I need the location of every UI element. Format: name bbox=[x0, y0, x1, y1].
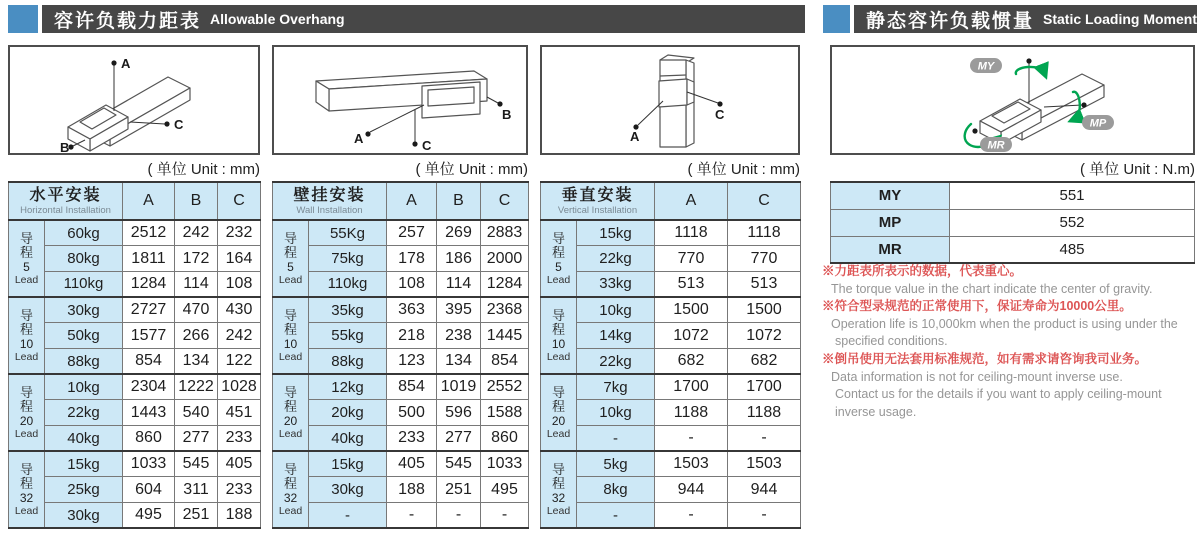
value-cell: 122 bbox=[218, 348, 261, 374]
column-header: A bbox=[123, 182, 175, 220]
moment-label: MR bbox=[831, 236, 950, 263]
table-row bbox=[9, 271, 261, 297]
table-row bbox=[541, 374, 801, 400]
value-cell: 1188 bbox=[728, 400, 801, 426]
column-header: B bbox=[175, 182, 218, 220]
value-cell: 2727 bbox=[123, 297, 175, 323]
table-title-en: Horizontal Installation bbox=[20, 204, 111, 216]
lead-label: 导 程 20 Lead bbox=[273, 374, 309, 451]
table-row bbox=[541, 503, 801, 529]
value-cell: 2552 bbox=[481, 374, 529, 400]
value-cell: 2512 bbox=[123, 220, 175, 246]
value-cell: 188 bbox=[387, 477, 437, 503]
value-cell: 854 bbox=[123, 348, 175, 374]
weight-cell: 88kg bbox=[309, 348, 387, 374]
table-header-row bbox=[541, 182, 801, 220]
value-cell: - bbox=[655, 426, 728, 452]
value-cell: 1588 bbox=[481, 400, 529, 426]
table-row bbox=[541, 348, 801, 374]
value-cell: 108 bbox=[387, 271, 437, 297]
lead-label: 导 程 32 Lead bbox=[9, 451, 45, 528]
weight-cell: 88kg bbox=[45, 348, 123, 374]
label-a: A bbox=[121, 56, 131, 71]
value-cell: 134 bbox=[437, 348, 481, 374]
lead-label: 导 程 10 Lead bbox=[541, 297, 577, 374]
table-row bbox=[9, 323, 261, 349]
table-title-zh: 垂直安装 bbox=[561, 186, 634, 204]
value-cell: 1503 bbox=[655, 451, 728, 477]
table-row bbox=[273, 426, 529, 452]
table-row bbox=[273, 323, 529, 349]
value-cell: 108 bbox=[218, 271, 261, 297]
horizontal-diagram-box bbox=[8, 45, 260, 155]
value-cell: - bbox=[655, 503, 728, 529]
section-title-en: Static Loading Moment bbox=[1043, 11, 1197, 27]
wall-installation-table bbox=[272, 181, 529, 529]
value-cell: 770 bbox=[728, 246, 801, 272]
note-zh: ※倒吊使用无法套用标准规范，如有需求请咨询我司业务。 bbox=[822, 351, 1148, 366]
value-cell: 134 bbox=[175, 348, 218, 374]
table-row bbox=[9, 220, 261, 246]
moment-table bbox=[830, 181, 1195, 264]
table-row bbox=[541, 323, 801, 349]
value-cell: 233 bbox=[218, 426, 261, 452]
value-cell: 495 bbox=[481, 477, 529, 503]
table-row bbox=[9, 426, 261, 452]
weight-cell: 22kg bbox=[577, 246, 655, 272]
horizontal-installation-table bbox=[8, 181, 261, 529]
value-cell: 545 bbox=[437, 451, 481, 477]
weight-cell: - bbox=[309, 503, 387, 529]
table-row bbox=[831, 209, 1195, 236]
note-en: Operation life is 10,000km when the product is using under the bbox=[831, 316, 1178, 331]
weight-cell: 25kg bbox=[45, 477, 123, 503]
vertical-table-host bbox=[540, 181, 801, 529]
value-cell: 1072 bbox=[655, 323, 728, 349]
table-row bbox=[9, 477, 261, 503]
table-row bbox=[273, 348, 529, 374]
value-cell: 114 bbox=[437, 271, 481, 297]
value-cell: 311 bbox=[175, 477, 218, 503]
table-row bbox=[9, 400, 261, 426]
value-cell: - bbox=[387, 503, 437, 529]
horizontal-installation-diagram bbox=[10, 47, 258, 153]
weight-cell: 14kg bbox=[577, 323, 655, 349]
value-cell: 2000 bbox=[481, 246, 529, 272]
weight-cell: 40kg bbox=[309, 426, 387, 452]
value-cell: 269 bbox=[437, 220, 481, 246]
value-cell: 1188 bbox=[655, 400, 728, 426]
value-cell: 500 bbox=[387, 400, 437, 426]
wall-installation-diagram bbox=[274, 47, 526, 153]
value-cell: 1222 bbox=[175, 374, 218, 400]
value-cell: 251 bbox=[437, 477, 481, 503]
table-row bbox=[273, 451, 529, 477]
static-loading-moment-diagram bbox=[832, 47, 1193, 153]
unit-label-mm: ( 单位 Unit : mm) bbox=[147, 161, 260, 178]
weight-cell: 15kg bbox=[577, 220, 655, 246]
value-cell: 233 bbox=[218, 477, 261, 503]
table-row bbox=[273, 220, 529, 246]
label-c: C bbox=[422, 138, 432, 153]
value-cell: 854 bbox=[387, 374, 437, 400]
value-cell: 218 bbox=[387, 323, 437, 349]
note-zh: ※符合型录规范的正常使用下，保证寿命为10000公里。 bbox=[822, 299, 1132, 314]
value-cell: 495 bbox=[123, 503, 175, 529]
horizontal-table-host bbox=[8, 181, 261, 529]
value-cell: 1700 bbox=[728, 374, 801, 400]
weight-cell: 80kg bbox=[45, 246, 123, 272]
table-row bbox=[541, 400, 801, 426]
value-cell: 604 bbox=[123, 477, 175, 503]
unit-label-mm: ( 单位 Unit : mm) bbox=[687, 161, 800, 178]
table-title-zh: 水平安装 bbox=[29, 186, 102, 204]
value-cell: 944 bbox=[655, 477, 728, 503]
value-cell: 1019 bbox=[437, 374, 481, 400]
unit-label-mm: ( 单位 Unit : mm) bbox=[415, 161, 528, 178]
note-en: inverse usage. bbox=[835, 404, 917, 419]
value-cell: - bbox=[728, 503, 801, 529]
value-cell: 251 bbox=[175, 503, 218, 529]
weight-cell: 8kg bbox=[577, 477, 655, 503]
table-title bbox=[541, 182, 655, 220]
weight-cell: - bbox=[577, 426, 655, 452]
lead-label: 导 程 5 Lead bbox=[273, 220, 309, 297]
vertical-installation-diagram bbox=[542, 47, 798, 153]
label-my: MY bbox=[977, 60, 995, 73]
table-row bbox=[541, 426, 801, 452]
weight-cell: 15kg bbox=[45, 451, 123, 477]
value-cell: 1028 bbox=[218, 374, 261, 400]
value-cell: 233 bbox=[387, 426, 437, 452]
section-title-zh: 容许负载力距表 bbox=[54, 10, 202, 32]
weight-cell: 10kg bbox=[577, 297, 655, 323]
note-zh: ※力距表所表示的数据，代表重心。 bbox=[822, 264, 1023, 278]
section-title-zh: 静态容许负载惯量 bbox=[865, 10, 1034, 32]
weight-cell: - bbox=[577, 503, 655, 529]
weight-cell: 15kg bbox=[309, 451, 387, 477]
value-cell: 1118 bbox=[655, 220, 728, 246]
note-en: specified conditions. bbox=[835, 334, 948, 349]
value-cell: - bbox=[437, 503, 481, 529]
table-row bbox=[9, 246, 261, 272]
table-row bbox=[9, 374, 261, 400]
header-bar bbox=[854, 5, 1197, 33]
table-row bbox=[541, 220, 801, 246]
value-cell: 114 bbox=[175, 271, 218, 297]
value-cell: - bbox=[728, 426, 801, 452]
value-cell: 545 bbox=[175, 451, 218, 477]
value-cell: 596 bbox=[437, 400, 481, 426]
weight-cell: 5kg bbox=[577, 451, 655, 477]
value-cell: 257 bbox=[387, 220, 437, 246]
value-cell: 770 bbox=[655, 246, 728, 272]
value-cell: 430 bbox=[218, 297, 261, 323]
table-row bbox=[831, 236, 1195, 263]
table-title bbox=[9, 182, 123, 220]
label-c: C bbox=[174, 117, 184, 132]
moment-value: 485 bbox=[950, 236, 1195, 263]
column-header: A bbox=[655, 182, 728, 220]
value-cell: 513 bbox=[655, 271, 728, 297]
table-row bbox=[831, 182, 1195, 209]
label-b: B bbox=[502, 107, 512, 122]
value-cell: 1445 bbox=[481, 323, 529, 349]
moment-label: MY bbox=[831, 182, 950, 209]
value-cell: 513 bbox=[728, 271, 801, 297]
table-title-en: Wall Installation bbox=[296, 204, 363, 216]
note-en: The torque value in the chart indicate the center of gravity. bbox=[831, 281, 1153, 296]
moment-label: MP bbox=[831, 209, 950, 236]
weight-cell: 22kg bbox=[577, 348, 655, 374]
unit-label-nm: ( 单位 Unit : N.m) bbox=[1080, 161, 1195, 178]
value-cell: 2304 bbox=[123, 374, 175, 400]
table-row bbox=[541, 271, 801, 297]
value-cell: 682 bbox=[728, 348, 801, 374]
table-row bbox=[9, 297, 261, 323]
weight-cell: 7kg bbox=[577, 374, 655, 400]
weight-cell: 33kg bbox=[577, 271, 655, 297]
weight-cell: 35kg bbox=[309, 297, 387, 323]
value-cell: 164 bbox=[218, 246, 261, 272]
wall-diagram-box bbox=[272, 45, 528, 155]
value-cell: 1500 bbox=[728, 297, 801, 323]
value-cell: - bbox=[481, 503, 529, 529]
column-header: B bbox=[437, 182, 481, 220]
table-row bbox=[9, 348, 261, 374]
value-cell: 1033 bbox=[123, 451, 175, 477]
value-cell: 1284 bbox=[481, 271, 529, 297]
label-a: A bbox=[354, 131, 364, 146]
weight-cell: 40kg bbox=[45, 426, 123, 452]
value-cell: 123 bbox=[387, 348, 437, 374]
moment-diagram-box bbox=[830, 45, 1195, 155]
static-loading-moment-header bbox=[823, 5, 1197, 33]
value-cell: 451 bbox=[218, 400, 261, 426]
value-cell: 1811 bbox=[123, 246, 175, 272]
weight-cell: 55Kg bbox=[309, 220, 387, 246]
vertical-diagram-box bbox=[540, 45, 800, 155]
table-row bbox=[273, 503, 529, 529]
table-title bbox=[273, 182, 387, 220]
label-mr: MR bbox=[987, 139, 1005, 152]
table-title-en: Vertical Installation bbox=[557, 204, 638, 216]
table-row bbox=[9, 503, 261, 529]
value-cell: 188 bbox=[218, 503, 261, 529]
value-cell: 178 bbox=[387, 246, 437, 272]
weight-cell: 30kg bbox=[309, 477, 387, 503]
value-cell: 1284 bbox=[123, 271, 175, 297]
value-cell: 186 bbox=[437, 246, 481, 272]
value-cell: 405 bbox=[387, 451, 437, 477]
value-cell: 1503 bbox=[728, 451, 801, 477]
table-row bbox=[541, 297, 801, 323]
value-cell: 854 bbox=[481, 348, 529, 374]
notes bbox=[822, 263, 1200, 421]
weight-cell: 60kg bbox=[45, 220, 123, 246]
value-cell: 277 bbox=[437, 426, 481, 452]
value-cell: 540 bbox=[175, 400, 218, 426]
value-cell: 2883 bbox=[481, 220, 529, 246]
wall-table-host bbox=[272, 181, 529, 529]
weight-cell: 75kg bbox=[309, 246, 387, 272]
section-title-en: Allowable Overhang bbox=[210, 11, 345, 27]
table-row bbox=[273, 400, 529, 426]
table-row bbox=[9, 451, 261, 477]
vertical-installation-table bbox=[540, 181, 801, 529]
value-cell: 2368 bbox=[481, 297, 529, 323]
moment-value: 552 bbox=[950, 209, 1195, 236]
weight-cell: 12kg bbox=[309, 374, 387, 400]
value-cell: 1577 bbox=[123, 323, 175, 349]
table-row bbox=[273, 477, 529, 503]
table-row bbox=[273, 374, 529, 400]
table-row bbox=[541, 246, 801, 272]
lead-label: 导 程 20 Lead bbox=[541, 374, 577, 451]
label-b: B bbox=[60, 140, 70, 153]
table-header-row bbox=[9, 182, 261, 220]
weight-cell: 50kg bbox=[45, 323, 123, 349]
value-cell: 1118 bbox=[728, 220, 801, 246]
weight-cell: 55kg bbox=[309, 323, 387, 349]
value-cell: 944 bbox=[728, 477, 801, 503]
note-en: Data information is not for ceiling-mount inverse use. bbox=[831, 369, 1123, 384]
table-header-row bbox=[273, 182, 529, 220]
label-mp: MP bbox=[1089, 117, 1107, 130]
header-bar bbox=[42, 5, 805, 33]
weight-cell: 22kg bbox=[45, 400, 123, 426]
value-cell: 395 bbox=[437, 297, 481, 323]
lead-label: 导 程 20 Lead bbox=[9, 374, 45, 451]
value-cell: 860 bbox=[123, 426, 175, 452]
column-header: A bbox=[387, 182, 437, 220]
moment-value: 551 bbox=[950, 182, 1195, 209]
value-cell: 682 bbox=[655, 348, 728, 374]
weight-cell: 110kg bbox=[45, 271, 123, 297]
label-a: A bbox=[630, 129, 640, 144]
column-header: C bbox=[728, 182, 801, 220]
table-row bbox=[541, 451, 801, 477]
column-header: C bbox=[481, 182, 529, 220]
value-cell: 363 bbox=[387, 297, 437, 323]
value-cell: 266 bbox=[175, 323, 218, 349]
lead-label: 导 程 32 Lead bbox=[541, 451, 577, 528]
value-cell: 1700 bbox=[655, 374, 728, 400]
blue-accent-square bbox=[823, 5, 850, 33]
label-c: C bbox=[715, 107, 725, 122]
weight-cell: 10kg bbox=[45, 374, 123, 400]
lead-label: 导 程 32 Lead bbox=[273, 451, 309, 528]
value-cell: 1033 bbox=[481, 451, 529, 477]
table-title-zh: 壁挂安装 bbox=[293, 186, 366, 204]
value-cell: 242 bbox=[175, 220, 218, 246]
value-cell: 238 bbox=[437, 323, 481, 349]
value-cell: 277 bbox=[175, 426, 218, 452]
lead-label: 导 程 10 Lead bbox=[9, 297, 45, 374]
lead-label: 导 程 5 Lead bbox=[541, 220, 577, 297]
value-cell: 1443 bbox=[123, 400, 175, 426]
table-row bbox=[273, 246, 529, 272]
weight-cell: 20kg bbox=[309, 400, 387, 426]
allowable-overhang-header bbox=[8, 5, 805, 33]
value-cell: 242 bbox=[218, 323, 261, 349]
value-cell: 1072 bbox=[728, 323, 801, 349]
note-en: Contact us for the details if you want to apply ceiling-mount bbox=[835, 387, 1162, 402]
value-cell: 232 bbox=[218, 220, 261, 246]
table-row bbox=[541, 477, 801, 503]
lead-label: 导 程 5 Lead bbox=[9, 220, 45, 297]
weight-cell: 110kg bbox=[309, 271, 387, 297]
table-row bbox=[273, 271, 529, 297]
weight-cell: 30kg bbox=[45, 503, 123, 529]
value-cell: 860 bbox=[481, 426, 529, 452]
column-header: C bbox=[218, 182, 261, 220]
value-cell: 1500 bbox=[655, 297, 728, 323]
weight-cell: 10kg bbox=[577, 400, 655, 426]
value-cell: 405 bbox=[218, 451, 261, 477]
value-cell: 470 bbox=[175, 297, 218, 323]
table-row bbox=[273, 297, 529, 323]
lead-label: 导 程 10 Lead bbox=[273, 297, 309, 374]
weight-cell: 30kg bbox=[45, 297, 123, 323]
blue-accent-square bbox=[8, 5, 38, 33]
value-cell: 172 bbox=[175, 246, 218, 272]
